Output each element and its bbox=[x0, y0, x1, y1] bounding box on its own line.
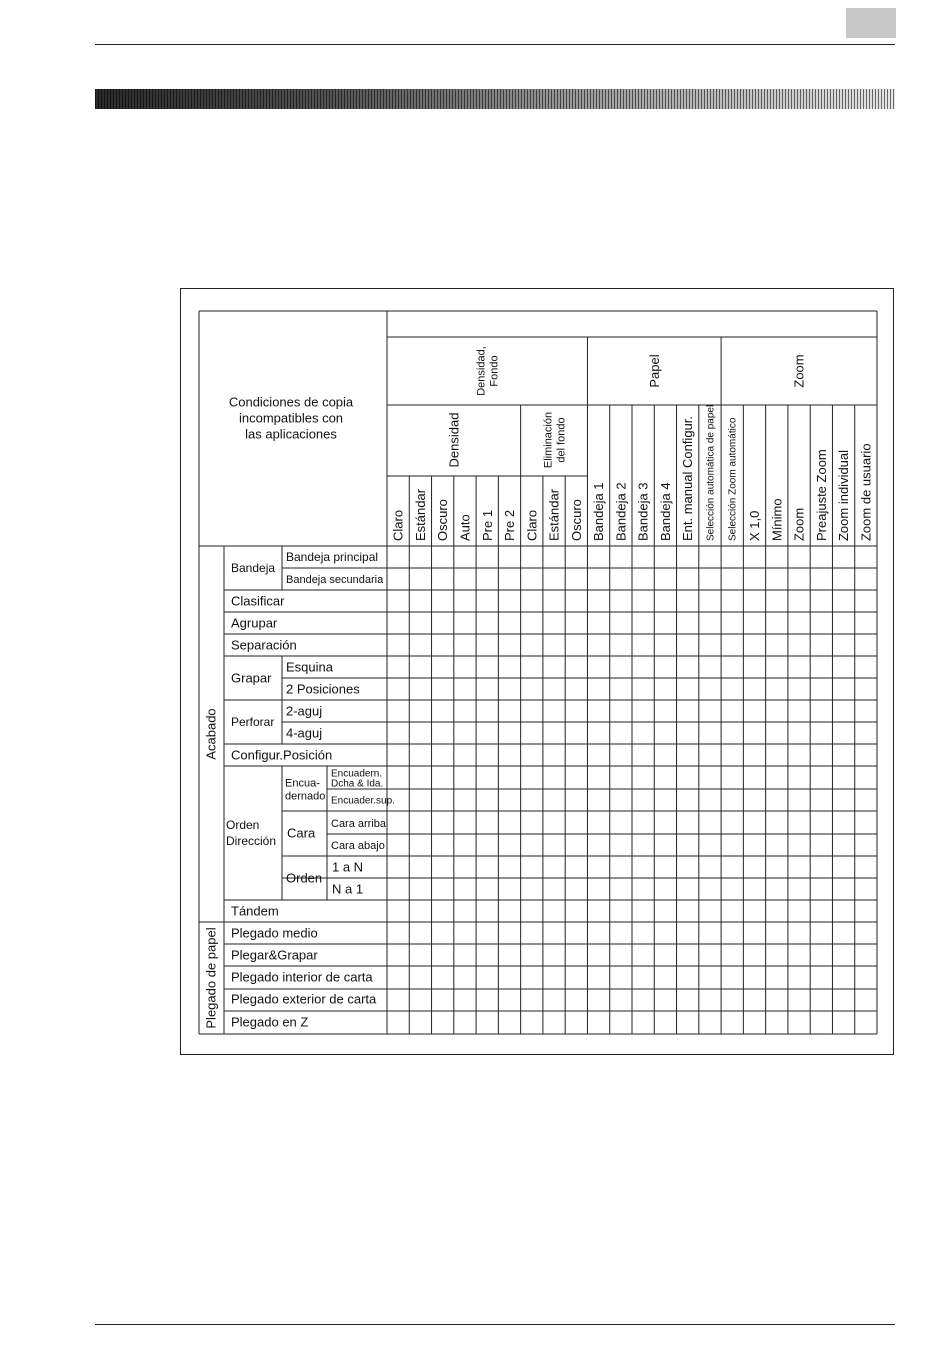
row-label: Grapar bbox=[231, 670, 272, 686]
column-header: Bandeja 4 bbox=[657, 482, 673, 541]
column-header: Selección Zoom automático bbox=[727, 417, 739, 541]
column-header: Auto bbox=[457, 514, 473, 541]
rowgroup-acabado: Acabado bbox=[203, 708, 219, 760]
row-label: Plegado exterior de carta bbox=[231, 991, 377, 1007]
column-header: Pre 1 bbox=[479, 509, 495, 541]
column-header: Oscuro bbox=[435, 499, 451, 541]
column-header: Zoom individual bbox=[836, 449, 852, 541]
subgroup-densidad: Densidad bbox=[446, 412, 462, 468]
row-label: Cara bbox=[287, 825, 316, 841]
subgroup-eliminacion: Eliminacióndel fondo bbox=[542, 411, 568, 469]
column-header: Preajuste Zoom bbox=[813, 449, 829, 541]
group-zoom: Zoom bbox=[791, 354, 807, 388]
column-header: Selección automática de papel bbox=[705, 404, 717, 541]
row-label: 4-aguj bbox=[286, 725, 323, 741]
column-header: Bandeja 3 bbox=[635, 482, 651, 541]
row-label: Plegado interior de carta bbox=[231, 969, 373, 985]
column-header: X 1,0 bbox=[747, 510, 763, 541]
column-header: Mínimo bbox=[769, 498, 785, 541]
corner-title: Condiciones de copia incompatibles con las aplicaciones bbox=[228, 394, 354, 442]
row-label: Encuader.sup. bbox=[331, 795, 395, 807]
row-label: Separación bbox=[231, 637, 297, 653]
column-header: Claro bbox=[524, 509, 540, 541]
row-label: Bandeja secundaria bbox=[286, 573, 384, 586]
row-label: Bandeja bbox=[231, 561, 276, 576]
column-header: Oscuro bbox=[568, 499, 584, 541]
column-header: Estándar bbox=[546, 488, 562, 541]
row-label: Plegado en Z bbox=[231, 1014, 309, 1030]
row-label: Plegado medio bbox=[231, 925, 318, 941]
row-label: Esquina bbox=[286, 659, 333, 675]
column-header: Zoom de usuario bbox=[858, 443, 874, 541]
row-label: Tándem bbox=[231, 903, 279, 919]
column-header: Bandeja 2 bbox=[613, 482, 629, 541]
row-label: Orden Dirección bbox=[226, 818, 277, 849]
rowgroup-plegado: Plegado de papel bbox=[203, 927, 219, 1029]
column-header: Bandeja 1 bbox=[591, 482, 607, 541]
row-label: Bandeja principal bbox=[286, 550, 379, 565]
column-header: Estándar bbox=[412, 488, 428, 541]
row-label: 1 a N bbox=[332, 859, 364, 875]
row-label: Plegar&Grapar bbox=[231, 947, 318, 963]
row-label: Cara arriba bbox=[331, 817, 387, 830]
row-label: Agrupar bbox=[231, 615, 278, 631]
group-density-background: Densidad,Fondo bbox=[475, 346, 501, 396]
group-paper: Papel bbox=[646, 354, 662, 388]
row-label: 2 Posiciones bbox=[286, 681, 360, 697]
column-header: Ent. manual Configur. bbox=[680, 415, 696, 541]
row-label: Configur.Posición bbox=[231, 747, 333, 763]
row-label: Encua-dernado bbox=[285, 777, 326, 803]
column-header: Zoom bbox=[791, 507, 807, 541]
row-label: N a 1 bbox=[332, 881, 364, 897]
column-header: Claro bbox=[390, 509, 406, 541]
row-label: Clasificar bbox=[231, 593, 285, 609]
row-label: Perforar bbox=[231, 715, 275, 730]
row-label: 2-aguj bbox=[286, 703, 323, 719]
column-header: Pre 2 bbox=[502, 509, 518, 541]
row-label: Orden bbox=[286, 870, 323, 886]
row-label: Encuadern. Dcha & Ida. bbox=[331, 768, 384, 790]
row-label: Cara abajo bbox=[331, 839, 385, 852]
